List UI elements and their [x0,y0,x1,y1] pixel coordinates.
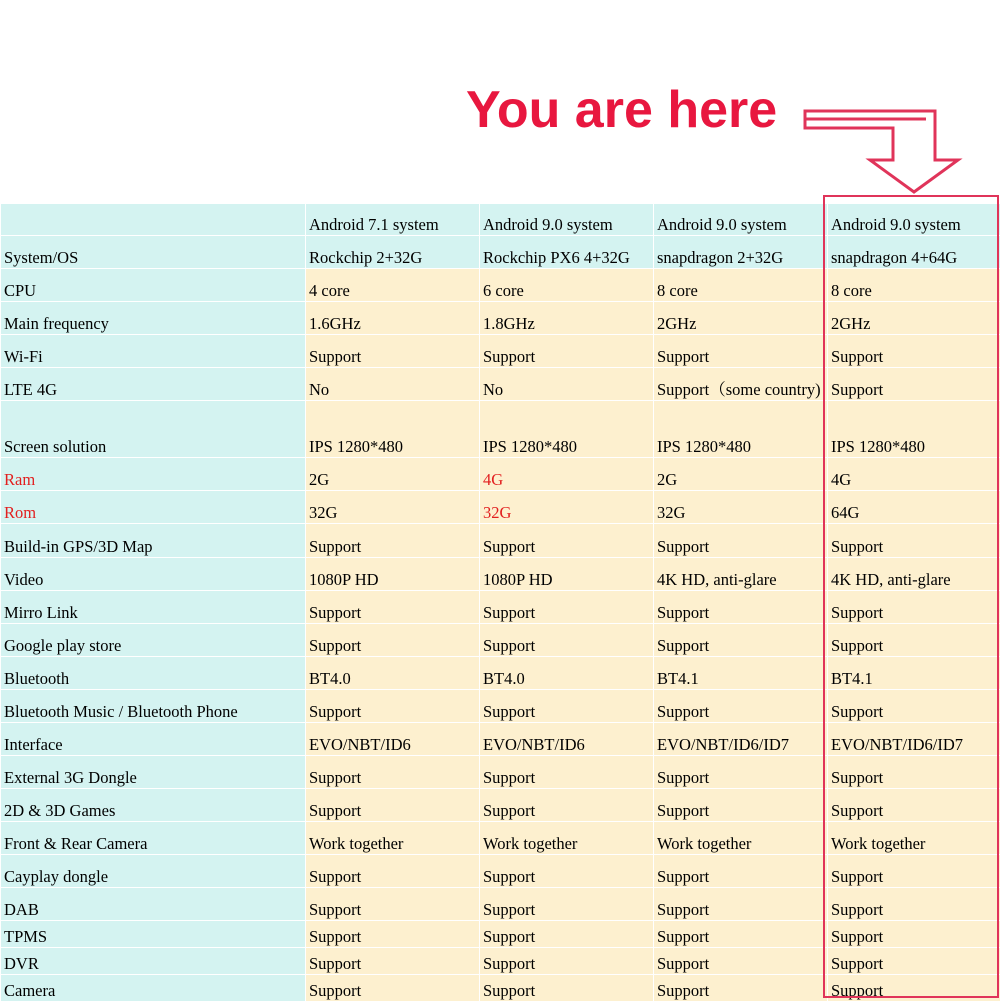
header-cell: Android 9.0 system [654,204,828,236]
table-row [1,624,1000,657]
value-cell: BT4.0 [306,657,480,690]
table-row [1,690,1000,723]
value-cell: Support [828,756,1000,789]
value-cell: Support [828,524,1000,558]
value-cell: 2G [306,458,480,491]
value-cell: Support [654,888,828,921]
value-cell: Support [654,524,828,558]
table-row [1,458,1000,491]
value-cell: EVO/NBT/ID6 [306,723,480,756]
value-cell: 6 core [480,269,654,302]
row-label: DVR [1,948,306,975]
table-row [1,975,1000,1002]
row-label: Build-in GPS/3D Map [1,524,306,558]
value-cell: BT4.1 [828,657,1000,690]
value-cell: Support [828,888,1000,921]
value-cell: 1.8GHz [480,302,654,335]
table-row [1,401,1000,458]
value-cell: Support [828,591,1000,624]
table-row [1,657,1000,690]
value-cell: Support [306,591,480,624]
value-cell: 4K HD, anti-glare [654,558,828,591]
table-row [1,921,1000,948]
value-cell: Support [306,756,480,789]
value-cell: 1.6GHz [306,302,480,335]
table-header-row [1,204,1000,236]
header-cell: System/OS [1,236,306,269]
value-cell: Support [828,624,1000,657]
value-cell: 2GHz [654,302,828,335]
table-row [1,948,1000,975]
table-row [1,789,1000,822]
table-row [1,723,1000,756]
value-cell: 1080P HD [306,558,480,591]
value-cell: Support [306,789,480,822]
value-cell: Support [306,855,480,888]
value-cell: Support [480,888,654,921]
value-cell: Support [828,368,1000,401]
row-label: Wi-Fi [1,335,306,368]
value-cell: 64G [828,491,1000,524]
value-cell: 8 core [654,269,828,302]
value-cell: BT4.1 [654,657,828,690]
you-are-here-callout: You are here [466,84,777,136]
value-cell: IPS 1280*480 [480,401,654,458]
header-cell: Android 9.0 system [480,204,654,236]
value-cell: Support [480,975,654,1002]
value-cell: 4 core [306,269,480,302]
value-cell: 2G [654,458,828,491]
row-label: Interface [1,723,306,756]
row-label: LTE 4G [1,368,306,401]
value-cell: No [480,368,654,401]
value-cell: 4K HD, anti-glare [828,558,1000,591]
header-cell: snapdragon 2+32G [654,236,828,269]
row-label: Video [1,558,306,591]
value-cell: Support [828,855,1000,888]
value-cell: Support [306,948,480,975]
pointer-arrow-icon [0,0,1000,200]
value-cell: Support [828,335,1000,368]
value-cell: 4G [828,458,1000,491]
value-cell: IPS 1280*480 [306,401,480,458]
row-label: External 3G Dongle [1,756,306,789]
value-cell: Support [654,789,828,822]
value-cell: Support [306,975,480,1002]
value-cell: Support [306,888,480,921]
value-cell: Support [828,789,1000,822]
table-row [1,558,1000,591]
header-cell: Rockchip PX6 4+32G [480,236,654,269]
table-row [1,756,1000,789]
value-cell: Support [306,624,480,657]
value-cell: Support [654,690,828,723]
row-label: Screen solution [1,401,306,458]
row-label: CPU [1,269,306,302]
table-row [1,335,1000,368]
value-cell: Work together [654,822,828,855]
header-cell: Android 9.0 system [828,204,1000,236]
row-label: Front & Rear Camera [1,822,306,855]
value-cell: 1080P HD [480,558,654,591]
value-cell: Support（some country) [654,368,828,401]
value-cell: No [306,368,480,401]
table-row [1,368,1000,401]
value-cell: Support [828,921,1000,948]
value-cell: 32G [306,491,480,524]
value-cell: BT4.0 [480,657,654,690]
value-cell: 2GHz [828,302,1000,335]
value-cell: Support [654,756,828,789]
value-cell: Support [654,335,828,368]
value-cell: Work together [480,822,654,855]
value-cell: Work together [306,822,480,855]
value-cell: IPS 1280*480 [828,401,1000,458]
value-cell: Support [828,948,1000,975]
value-cell: Support [828,690,1000,723]
value-cell: Support [306,690,480,723]
value-cell: Work together [828,822,1000,855]
row-label: Main frequency [1,302,306,335]
value-cell: Support [306,335,480,368]
value-cell: Support [480,624,654,657]
header-cell: Android 7.1 system [306,204,480,236]
value-cell: Support [654,855,828,888]
value-cell: Support [654,921,828,948]
row-label: Camera [1,975,306,1002]
row-label: Bluetooth [1,657,306,690]
value-cell: Support [480,690,654,723]
header-cell [1,204,306,236]
table-row [1,302,1000,335]
table-row [1,888,1000,921]
value-cell: Support [654,948,828,975]
table-header-row [1,236,1000,269]
value-cell: 8 core [828,269,1000,302]
table-row [1,269,1000,302]
value-cell: Support [306,921,480,948]
value-cell: 4G [480,458,654,491]
value-cell: EVO/NBT/ID6 [480,723,654,756]
value-cell: Support [480,756,654,789]
value-cell: Support [480,948,654,975]
row-label: Rom [1,491,306,524]
value-cell: Support [480,524,654,558]
value-cell: 32G [654,491,828,524]
table-row [1,491,1000,524]
row-label: Cayplay dongle [1,855,306,888]
spec-comparison-table [0,203,1000,1002]
value-cell: Support [828,975,1000,1002]
header-cell: snapdragon 4+64G [828,236,1000,269]
table-row [1,855,1000,888]
value-cell: Support [480,789,654,822]
value-cell: Support [480,591,654,624]
value-cell: Support [480,335,654,368]
row-label: Mirro Link [1,591,306,624]
value-cell: Support [654,975,828,1002]
value-cell: Support [654,624,828,657]
value-cell: IPS 1280*480 [654,401,828,458]
value-cell: EVO/NBT/ID6/ID7 [654,723,828,756]
row-label: Bluetooth Music / Bluetooth Phone [1,690,306,723]
row-label: DAB [1,888,306,921]
value-cell: 32G [480,491,654,524]
table-row [1,524,1000,558]
value-cell: EVO/NBT/ID6/ID7 [828,723,1000,756]
row-label: Google play store [1,624,306,657]
value-cell: Support [654,591,828,624]
header-cell: Rockchip 2+32G [306,236,480,269]
row-label: 2D & 3D Games [1,789,306,822]
row-label: Ram [1,458,306,491]
value-cell: Support [480,921,654,948]
row-label: TPMS [1,921,306,948]
value-cell: Support [480,855,654,888]
table-row [1,591,1000,624]
table-row [1,822,1000,855]
value-cell: Support [306,524,480,558]
